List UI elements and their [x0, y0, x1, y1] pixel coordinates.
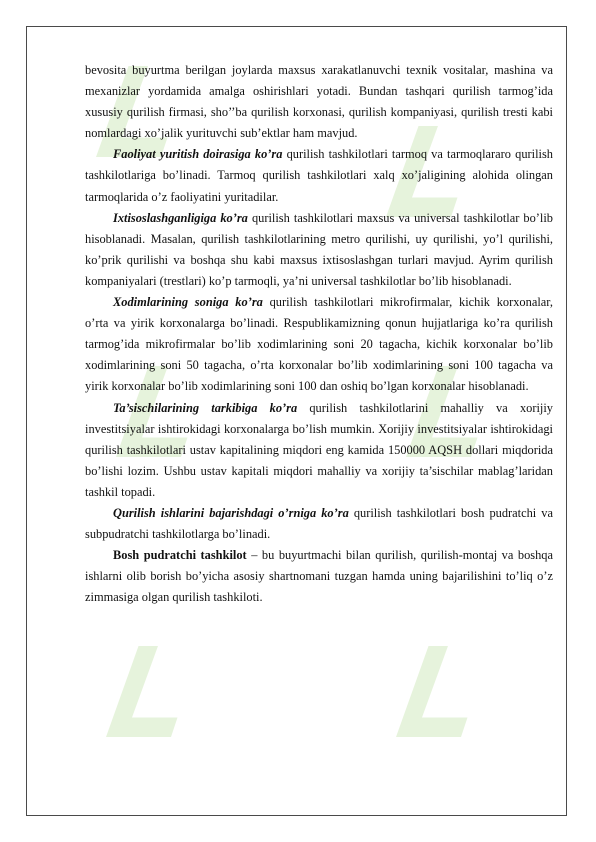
paragraph-term: Xodimlarining soniga ko’ra	[113, 295, 263, 310]
paragraph-term: Ixtisoslashganligiga ko’ra	[113, 210, 248, 225]
paragraph	[85, 144, 553, 207]
paragraph-term: Bosh pudratchi tashkilot	[113, 548, 247, 563]
paragraph	[85, 208, 553, 292]
paragraph-text: qurilish tashkilotlarini mahalliy va xorijiy investitsiyalar ishtirokidagi korxonalarga bo’lish mumkin. Xorijiy investitsiyalar ishtirokidagi qurilish tashkilotlari ustav kapitalining miqdori eng kamida 150000 AQSH dollari miqdorida bo’lishi lozim. Ushbu ustav kapitali miqdori mahalliy va xorijiy ta’sischilar mablag’laridan tashkil topadi.	[85, 400, 553, 499]
paragraph-term: Qurilish ishlarini bajarishdagi o’rniga ko’ra	[113, 505, 349, 520]
paragraph	[85, 545, 553, 608]
paragraph-text: bevosita buyurtma berilgan joylarda maxsus xarakatlanuvchi texnik vositalar, mashina va mexanizlar yordamida amalga oshirishlari yotadi. Bundan tashqari qurilish tarmog’ida xususiy qurilish firmasi, sho’’ba qurilish korxonasi, qurilish kompaniyasi, qurilish tresti kabi nomlardagi xo’jalik yurituvchi sub’ektlar ham mavjud.	[85, 63, 553, 141]
paragraph	[85, 292, 553, 397]
paragraph	[85, 60, 553, 144]
paragraph	[85, 398, 553, 503]
paragraph-text: – bu buyurtmachi bilan qurilish, qurilish-montaj va boshqa ishlarni olib borish bo’yicha asosiy shartnomani tuzgan hamda uning bajarilishini to’liq o’z zimmasiga olgan qurilish tashkiloti.	[85, 548, 553, 605]
paragraph-text: qurilish tashkilotlari mikrofirmalar, kichik korxonalar, o’rta va yirik korxonalarga bo’linadi. Respublikamizning qonun hujjatlariga ko’ra qurilish tarmog’ida mikrofirmalar bo’lib xodimlarining soni 20 tagacha, kichik korxonalar bo’lib xodimlarining soni 50 tagacha, o’rta korxonalar bo’lib xodimlarining soni 100 tagacha va yirik korxonalar bo’lib xodimlarining soni 100 dan oshiq bo’lgan korxonalar hisoblanadi.	[85, 295, 553, 394]
paragraph-term: Ta’sischilarining tarkibiga ko’ra	[113, 400, 298, 415]
paragraph-term: Faoliyat yuritish doirasiga ko’ra	[113, 147, 283, 162]
paragraph-text: qurilish tashkilotlari maxsus va universal tashkilotlar bo’lib hisoblanadi. Masalan, qurilish tashkilotlarining metro qurilishi, uy qurilishi, yo’l qurilishi, ko’prik qurilishi va boshqa shu kabi maxsus ixtisoslashgan turlari mavjud. Ayrim qurilish kompaniyalari (trestlari) ko’p tarmoqli, ya’ni universal tashkilotlar bo’lib hisoblanadi.	[85, 210, 553, 288]
paragraph	[85, 503, 553, 545]
document-body	[85, 60, 553, 608]
paragraph-text: qurilish tashkilotlari tarmoq va tarmoqlararo qurilish tashkilotlariga bo’linadi. Tarmoq qurilish tashkilotlari xalq xo’jaligining alohida olingan tarmoqlarida o’z faoliyatini yuritadilar.	[85, 147, 553, 204]
paragraph-text: qurilish tashkilotlari bosh pudratchi va subpudratchi tashkilotlarga bo’linadi.	[85, 505, 553, 542]
